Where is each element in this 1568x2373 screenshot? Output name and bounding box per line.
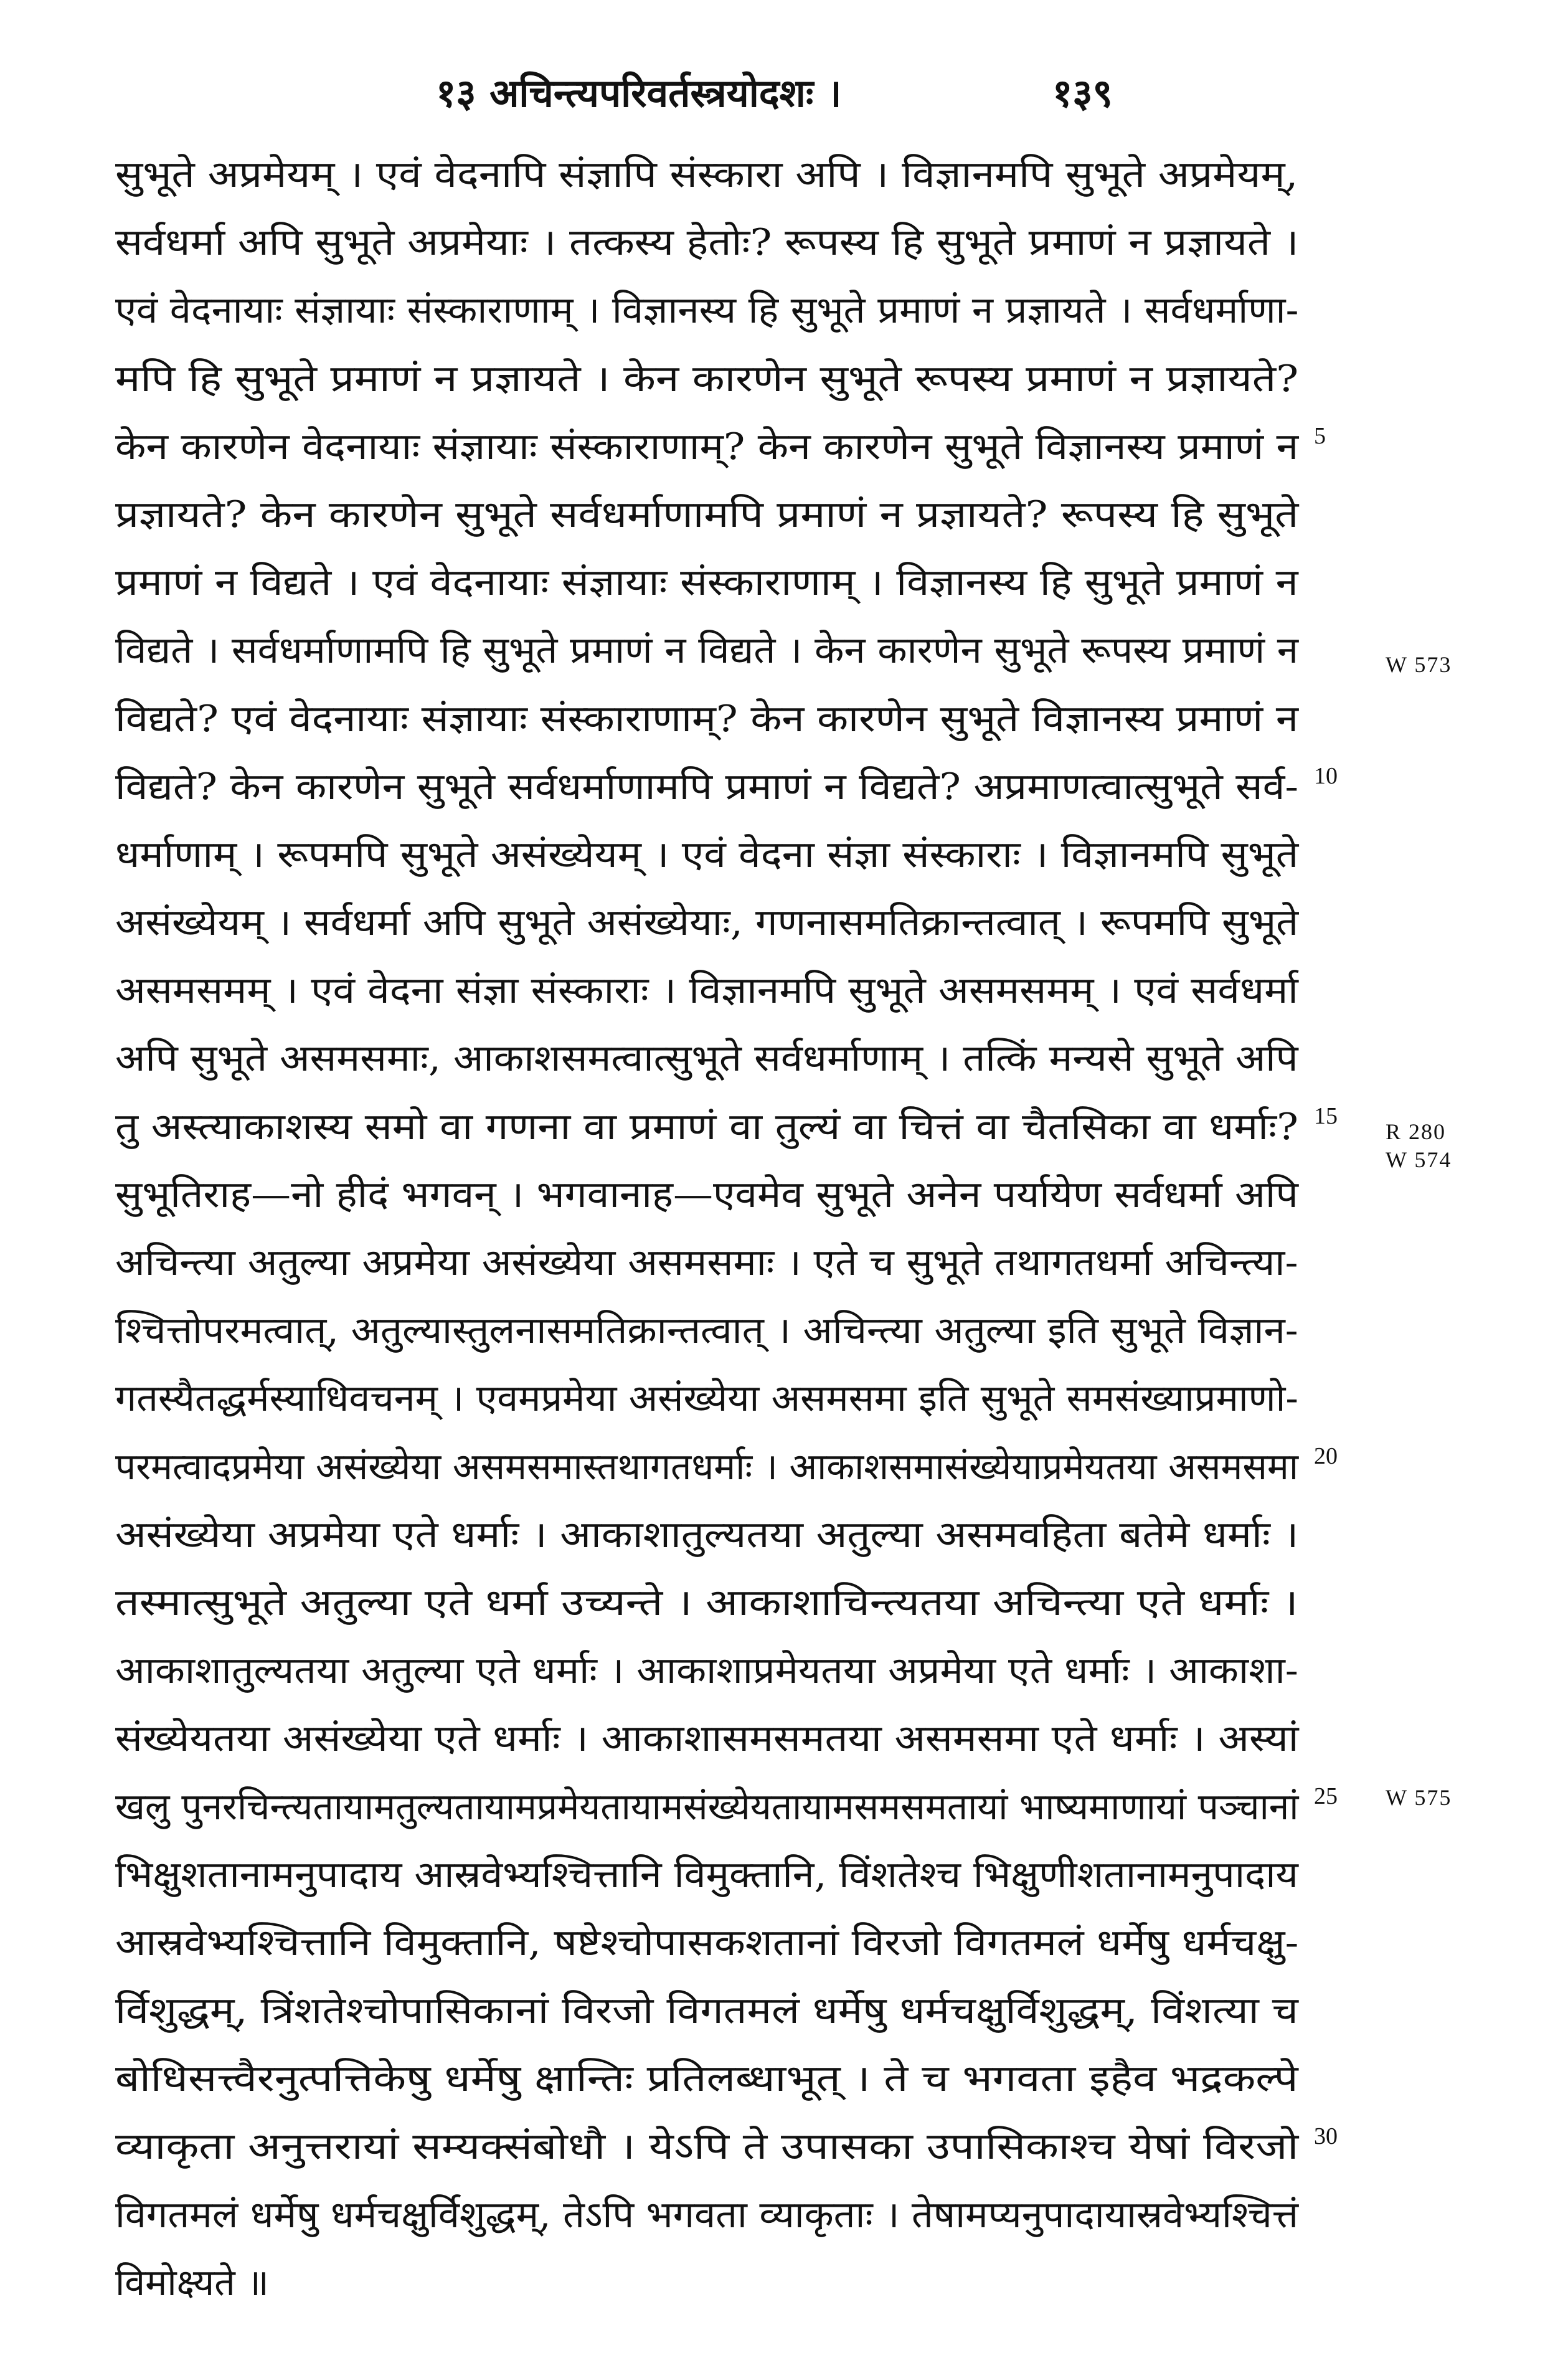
line-number-25: 25 — [1314, 1783, 1338, 1809]
text-line-31: विगतमलं धर्मेषु धर्मचक्षुर्विशुद्धम्, तेऽपि भगवता व्याकृताः । तेषामप्यनुपादायास्रवेभ्यश्चित्तं — [115, 2192, 1299, 2236]
text-line-22: तस्मात्सुभूते अतुल्या एते धर्मा उच्यन्ते । आकाशाचिन्त्यतया अचिन्त्या एते धर्माः । — [115, 1580, 1298, 1624]
line-number-20: 20 — [1314, 1443, 1338, 1469]
text-line-11: धर्माणाम् । रूपमपि सुभूते असंख्येयम् । एवं वेदना संज्ञा संस्काराः । विज्ञानमपि सुभूते — [115, 832, 1299, 876]
margin-ref-w574: W 574 — [1386, 1147, 1452, 1172]
text-line-23: आकाशातुल्यतया अतुल्या एते धर्माः । आकाशाप्रमेयतया अप्रमेया एते धर्माः । आकाशा- — [115, 1649, 1298, 1692]
line-number-5: 5 — [1314, 423, 1326, 449]
line-number-30: 30 — [1314, 2123, 1338, 2149]
text-line-32: विमोक्ष्यते ॥ — [115, 2260, 269, 2304]
text-line-16: सुभूतिराह—नो हीदं भगवन् । भगवानाह—एवमेव सुभूते अनेन पर्यायेण सर्वधर्मा अपि — [115, 1172, 1298, 1216]
sanskrit-body-text — [115, 140, 1348, 2316]
text-line-25: खलु पुनरचिन्त्यतायामतुल्यतायामप्रमेयतायामसंख्येयतायामसमसमतायां भाष्यमाणायां पञ्चानां — [115, 1784, 1299, 1828]
margin-ref-r280: R 280 — [1386, 1119, 1447, 1144]
text-line-7: प्रमाणं न विद्यते । एवं वेदनायाः संज्ञायाः संस्काराणाम् । विज्ञानस्य हि सुभूते प्रमाणं न — [115, 561, 1298, 604]
running-header — [436, 59, 1370, 128]
text-line-13: असमसमम् । एवं वेदना संज्ञा संस्काराः । विज्ञानमपि सुभूते असमसमम् । एवं सर्वधर्मा — [115, 969, 1298, 1012]
text-line-1: सुभूते अप्रमेयम् । एवं वेदनापि संज्ञापि संस्कारा अपि । विज्ञानमपि सुभूते अप्रमेयम्, — [115, 153, 1298, 196]
text-line-27: आस्रवेभ्यश्चित्तानि विमुक्तानि, षष्टेश्चोपासकशतानां विरजो विगतमलं धर्मेषु धर्मचक्षु- — [115, 1920, 1299, 1964]
text-line-15: तु अस्त्याकाशस्य समो वा गणना वा प्रमाणं वा तुल्यं वा चित्तं वा चैतसिका वा धर्माः? — [115, 1104, 1298, 1148]
text-line-10: विद्यते? केन कारणेन सुभूते सर्वधर्माणामपि प्रमाणं न विद्यते? अप्रमाणत्वात्सुभूते सर्व- — [115, 764, 1299, 808]
text-line-5: केन कारणेन वेदनायाः संज्ञायाः संस्काराणाम्? केन कारणेन सुभूते विज्ञानस्य प्रमाणं न — [115, 424, 1299, 468]
page-number: १३९ — [1052, 70, 1113, 116]
text-line-28: र्विशुद्धम्, त्रिंशतेश्चोपासिकानां विरजो विगतमलं धर्मेषु धर्मचक्षुर्विशुद्धम्, विंशत्या च — [115, 1989, 1298, 2032]
text-line-17: अचिन्त्या अतुल्या अप्रमेया असंख्येया असमसमाः । एते च सुभूते तथागतधर्मा अचिन्त्या- — [115, 1241, 1298, 1284]
text-line-6: प्रज्ञायते? केन कारणेन सुभूते सर्वधर्माणामपि प्रमाणं न प्रज्ञायते? रूपस्य हि सुभूते — [115, 492, 1299, 536]
text-line-29: बोधिसत्त्वैरनुत्पत्तिकेषु धर्मेषु क्षान्तिः प्रतिलब्धाभूत् । ते च भगवता इहैव भद्रकल्पे — [115, 2057, 1298, 2100]
text-line-24: संख्येयतया असंख्येया एते धर्माः । आकाशासमसमतया असमसमा एते धर्माः । अस्यां — [115, 1717, 1299, 1760]
line-number-15: 15 — [1314, 1103, 1338, 1129]
text-line-14: अपि सुभूते असमसमाः, आकाशसमत्वात्सुभूते सर्वधर्माणाम् । तत्किं मन्यसे सुभूते अपि — [115, 1036, 1298, 1080]
margin-ref-w573: W 573 — [1386, 652, 1452, 677]
text-line-12: असंख्येयम् । सर्वधर्मा अपि सुभूते असंख्येयाः, गणनासमतिक्रान्तत्वात् । रूपमपि सुभूते — [115, 901, 1299, 944]
text-line-18: श्चित्तोपरमत्वात्, अतुल्यास्तुलनासमतिक्रान्तत्वात् । अचिन्त्या अतुल्या इति सुभूते विज्ञान- — [115, 1309, 1298, 1352]
text-line-4: मपि हि सुभूते प्रमाणं न प्रज्ञायते । केन कारणेन सुभूते रूपस्य प्रमाणं न प्रज्ञायते? — [115, 356, 1299, 400]
text-line-9: विद्यते? एवं वेदनायाः संज्ञायाः संस्काराणाम्? केन कारणेन सुभूते विज्ञानस्य प्रमाणं न — [115, 696, 1298, 740]
text-line-26: भिक्षुशतानामनुपादाय आस्रवेभ्यश्चित्तानि विमुक्तानि, विंशतेश्च भिक्षुणीशतानामनुपादाय — [115, 1852, 1298, 1896]
text-line-19: गतस्यैतद्धर्मस्याधिवचनम् । एवमप्रमेया असंख्येया असमसमा इति सुभूते समसंख्याप्रमाणो- — [115, 1376, 1298, 1420]
text-line-8: विद्यते । सर्वधर्माणामपि हि सुभूते प्रमाणं न विद्यते । केन कारणेन सुभूते रूपस्य प्रमाणं न — [115, 628, 1299, 672]
chapter-title: १३ अचिन्त्यपरिवर्तस्त्रयोदशः । — [436, 70, 842, 116]
text-line-30: व्याकृता अनुत्तरायां सम्यक्संबोधौ । येऽपि ते उपासका उपासिकाश्च येषां विरजो — [115, 2124, 1299, 2168]
text-line-20: परमत्वादप्रमेया असंख्येया असमसमास्तथागतधर्माः । आकाशसमासंख्येयाप्रमेयतया असमसमा — [115, 1444, 1298, 1488]
text-line-2: सर्वधर्मा अपि सुभूते अप्रमेयाः । तत्कस्य हेतोः? रूपस्य हि सुभूते प्रमाणं न प्रज्ञायते । — [115, 220, 1299, 264]
line-number-10: 10 — [1314, 763, 1338, 789]
text-line-21: असंख्येया अप्रमेया एते धर्माः । आकाशातुल्यतया अतुल्या असमवहिता बतेमे धर्माः । — [115, 1512, 1299, 1556]
text-line-3: एवं वेदनायाः संज्ञायाः संस्काराणाम् । विज्ञानस्य हि सुभूते प्रमाणं न प्रज्ञायते । सर्वधर्माणा- — [115, 288, 1299, 332]
margin-ref-w575: W 575 — [1386, 1785, 1452, 1810]
